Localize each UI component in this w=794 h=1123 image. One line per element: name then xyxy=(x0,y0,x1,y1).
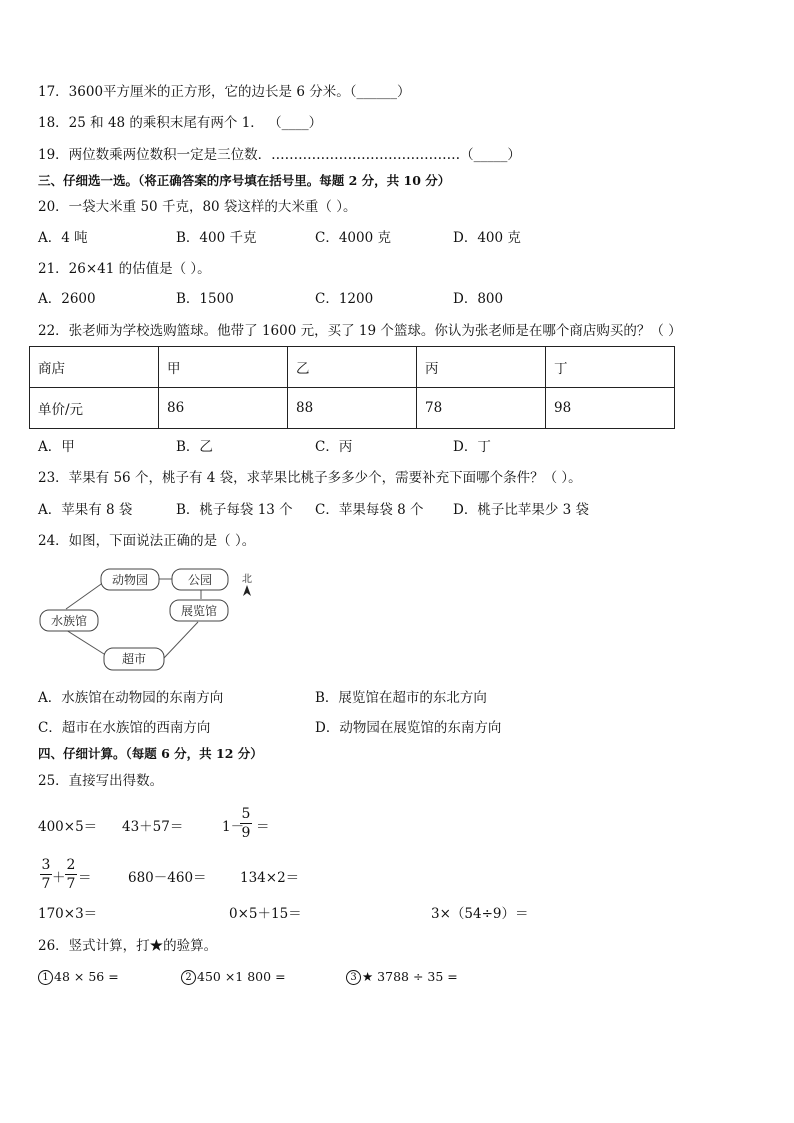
table-cell: 98 xyxy=(546,388,675,429)
q21-option-a: A．2600 xyxy=(38,291,96,307)
table-row xyxy=(30,388,675,429)
calc-170x3: 170×3＝ xyxy=(38,906,98,922)
question-18: 18．25 和 48 的乘积末尾有两个 1． （____） xyxy=(38,115,323,131)
table-cell: 86 xyxy=(159,388,288,429)
calc-plus: ＋ xyxy=(52,870,66,886)
vertical-calc-2 xyxy=(181,968,286,986)
q24-option-d: D．动物园在展览馆的东南方向 xyxy=(315,720,502,736)
question-23: 23．苹果有 56 个，桃子有 4 袋，求苹果比桃子多多少个，需要补充下面哪个条件？（ ）。 xyxy=(38,470,582,486)
q22-option-d: D．丁 xyxy=(453,439,491,455)
table-cell: 78 xyxy=(417,388,546,429)
q22-option-c: C．丙 xyxy=(315,439,353,455)
q22-option-a: A．甲 xyxy=(38,439,75,455)
denominator: 7 xyxy=(66,876,76,892)
calc-expression: 48 × 56 = xyxy=(54,969,119,984)
north-arrow-icon xyxy=(243,585,251,596)
table-cell: 88 xyxy=(288,388,417,429)
circled-number: 3 xyxy=(346,970,361,985)
calc-expression: ★ 3788 ÷ 35 = xyxy=(362,969,458,984)
fraction-5-9 xyxy=(240,806,252,841)
question-26: 26．竖式计算，打★的验算。 xyxy=(38,938,218,954)
calc-equals: ＝ xyxy=(78,870,92,886)
question-17: 17．3600平方厘米的正方形，它的边长是 6 分米。（______） xyxy=(38,84,411,100)
q22-option-b: B．乙 xyxy=(176,439,213,455)
q23-option-d: D．桃子比苹果少 3 袋 xyxy=(453,502,589,518)
calc-680minus460: 680－460＝ xyxy=(128,870,207,886)
map-node-exhibition-hall: 展览馆 xyxy=(180,604,218,618)
vertical-calc-1 xyxy=(38,968,119,986)
q20-option-c: C．4000 克 xyxy=(315,230,391,246)
section-3-heading: 三、仔细选一选。（将正确答案的序号填在括号里。每题 2 分，共 10 分） xyxy=(38,173,451,188)
q24-option-b: B．展览馆在超市的东北方向 xyxy=(315,690,487,706)
denominator: 7 xyxy=(41,876,51,892)
calc-43plus57: 43＋57＝ xyxy=(122,819,184,835)
table-header-row xyxy=(30,347,675,388)
question-24: 24．如图，下面说法正确的是（ ）。 xyxy=(38,533,256,549)
table-cell: 商店 xyxy=(30,347,159,388)
fraction-2-7 xyxy=(65,857,77,892)
table-cell: 丁 xyxy=(546,347,675,388)
table-cell: 甲 xyxy=(159,347,288,388)
question-21: 21．26×41 的估值是（ ）。 xyxy=(38,261,211,277)
price-table xyxy=(29,346,675,429)
numerator: 2 xyxy=(66,857,76,873)
map-node-aquarium: 水族馆 xyxy=(50,614,88,628)
map-node-park: 公园 xyxy=(187,573,213,587)
question-22: 22．张老师为学校选购篮球。他带了 1600 元，买了 19 个篮球。你认为张老师是在哪个商店购买的？（ ） xyxy=(38,323,682,339)
q23-option-a: A．苹果有 8 袋 xyxy=(38,502,133,518)
circled-number: 1 xyxy=(38,970,53,985)
table-cell: 单价/元 xyxy=(30,388,159,429)
calc-expression: 450 ×1 800 = xyxy=(197,969,286,984)
q24-option-c: C．超市在水族馆的西南方向 xyxy=(38,720,211,736)
q21-option-c: C．1200 xyxy=(315,291,374,307)
q21-option-d: D．800 xyxy=(453,291,504,307)
q23-option-b: B．桃子每袋 13 个 xyxy=(176,502,293,518)
q24-option-a: A．水族馆在动物园的东南方向 xyxy=(38,690,224,706)
calc-134x2: 134×2＝ xyxy=(240,870,300,886)
numerator: 5 xyxy=(241,806,251,822)
section-4-heading: 四、仔细计算。（每题 6 分，共 12 分） xyxy=(38,746,263,761)
calc-1-minus: 1－ xyxy=(222,819,245,835)
q21-option-b: B．1500 xyxy=(176,291,234,307)
table-cell: 乙 xyxy=(288,347,417,388)
map-node-supermarket: 超市 xyxy=(121,652,147,666)
numerator: 3 xyxy=(41,857,51,873)
circled-number: 2 xyxy=(181,970,196,985)
vertical-calc-3 xyxy=(346,968,458,986)
calc-0x5plus15: 0×5＋15＝ xyxy=(229,906,302,922)
calc-400x5: 400×5＝ xyxy=(38,819,98,835)
denominator: 9 xyxy=(241,825,251,841)
question-25: 25．直接写出得数。 xyxy=(38,773,164,789)
q20-option-b: B．400 千克 xyxy=(176,230,257,246)
direction-map xyxy=(36,562,266,677)
q23-option-c: C．苹果每袋 8 个 xyxy=(315,502,424,518)
north-label: 北 xyxy=(242,574,252,585)
table-cell: 丙 xyxy=(417,347,546,388)
question-20: 20．一袋大米重 50 千克，80 袋这样的大米重（ ）。 xyxy=(38,199,357,215)
q20-option-a: A．4 吨 xyxy=(38,230,88,246)
question-19: 19．两位数乘两位数积一定是三位数．……………………………………（_____） xyxy=(38,147,521,163)
calc-3x-54div9: 3×（54÷9）＝ xyxy=(431,906,529,922)
calc-equals: ＝ xyxy=(256,819,270,835)
q20-option-d: D．400 克 xyxy=(453,230,521,246)
fraction-3-7 xyxy=(40,857,52,892)
map-node-zoo: 动物园 xyxy=(111,573,149,587)
